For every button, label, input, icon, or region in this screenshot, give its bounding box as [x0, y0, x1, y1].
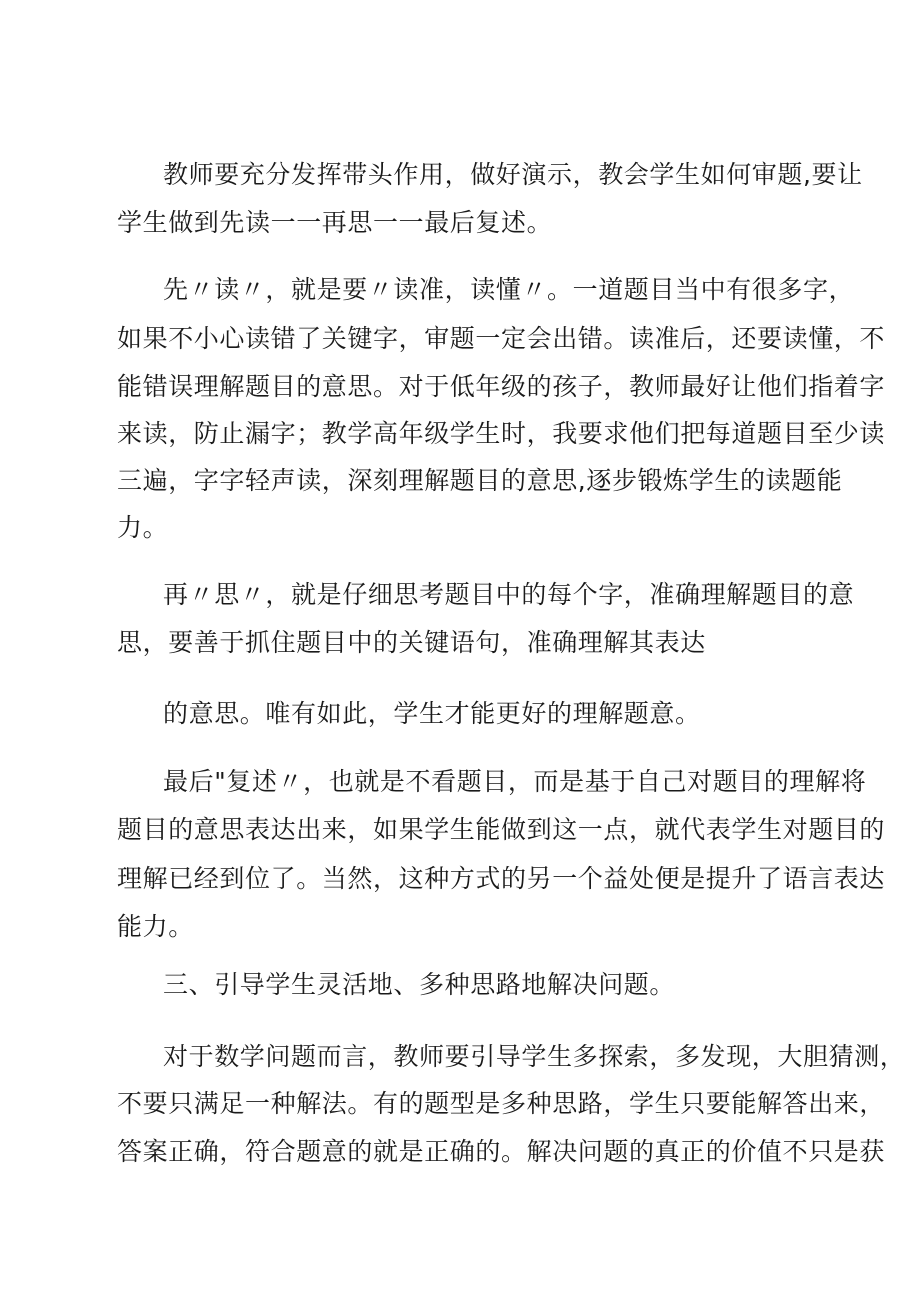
section-heading-3: 三、引导学生灵活地、多种思路地解决问题。 — [163, 970, 676, 999]
paragraph-1-line-1: 教师要充分发挥带头作用，做好演示，教会学生如何审题,要让 — [163, 160, 863, 189]
paragraph-5-line-3: 理解已经到位了。当然，这种方式的另一个益处便是提升了语言表达 — [117, 864, 886, 893]
paragraph-2-line-1: 先〃读〃，就是要〃读准，读懂〃。一道题目当中有很多字， — [163, 275, 855, 304]
paragraph-2-line-4: 来读，防止漏字；教学高年级学生时，我要求他们把每道题目至少读 — [117, 419, 886, 448]
paragraph-4-line-1: 的意思。唯有如此，学生才能更好的理解题意。 — [163, 699, 701, 728]
paragraph-2-line-3: 能错误理解题目的意思。对于低年级的孩子，教师最好让他们指着字 — [117, 372, 886, 401]
paragraph-2-line-2: 如果不小心读错了关键字，审题一定会出错。读准后，还要读懂，不 — [117, 324, 886, 353]
paragraph-7-line-1: 对于数学问题而言，教师要引导学生多探索，多发现，大胆猜测， — [163, 1042, 906, 1071]
paragraph-1-line-2: 学生做到先读一一再思一一最后复述。 — [117, 208, 553, 237]
paragraph-7-line-3: 答案正确，符合题意的就是正确的。解决问题的真正的价值不只是获 — [117, 1137, 886, 1166]
paragraph-3-line-2: 思，要善于抓住题目中的关键语句，准确理解其表达 — [117, 628, 706, 657]
paragraph-5-line-4: 能力。 — [117, 912, 194, 941]
paragraph-5-line-1: 最后"复述〃，也就是不看题目，而是基于自己对题目的理解将 — [163, 767, 867, 796]
paragraph-2-line-5: 三遍，字字轻声读，深刻理解题目的意思,逐步锻炼学生的读题能 — [117, 466, 843, 495]
paragraph-5-line-2: 题目的意思表达出来，如果学生能做到这一点，就代表学生对题目的 — [117, 815, 886, 844]
paragraph-3-line-1: 再〃思〃，就是仔细思考题目中的每个字，准确理解题目的意 — [163, 580, 855, 609]
paragraph-2-line-6: 力。 — [117, 513, 169, 542]
paragraph-7-line-2: 不要只满足一种解法。有的题型是多种思路，学生只要能解答出来， — [117, 1089, 886, 1118]
